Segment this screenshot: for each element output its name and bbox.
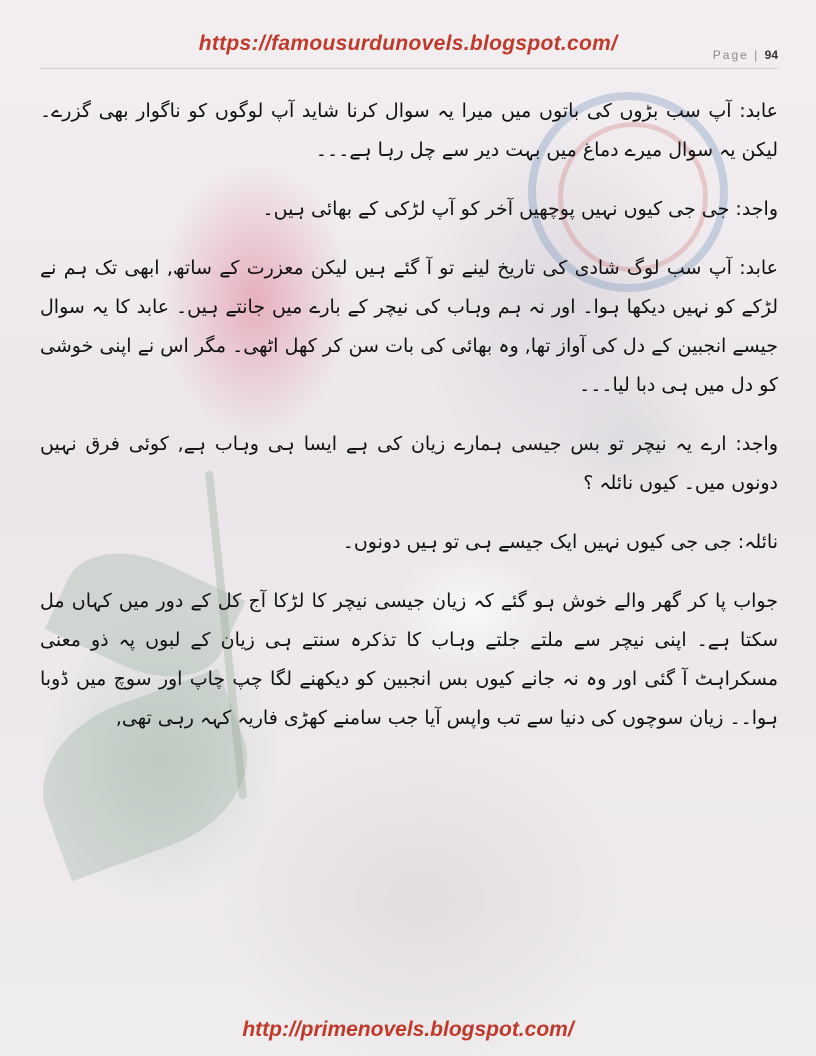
header-url-link[interactable]: https://famousurdunovels.blogspot.com/	[198, 32, 618, 55]
body-text	[40, 92, 778, 758]
header-divider	[40, 68, 778, 69]
paragraph: عابد: آپ سب لوگ شادی کی تاریخ لینے تو آ گئے ہیں لیکن معزرت کے ساتھ, ابھی تک ہم نے لڑکے کو نہیں دیکھا ہوا۔ اور نہ ہم وہاب کی نیچر کے بارے میں جانتے ہیں۔ عابد کا یہ سوال جیسے انجبین کے دل کی آواز تھا, وہ بھائی کی بات سن کر کھل اٹھی۔ مگر اس نے اپنی خوشی کو دل میں ہی دبا لیا۔۔۔	[40, 257, 778, 396]
page-number: Page | 94	[712, 48, 778, 62]
paragraph: نائلہ: جی جی کیوں نہیں ایک جیسے ہی تو ہیں دونوں۔	[342, 531, 778, 553]
footer-url-link[interactable]: http://primenovels.blogspot.com/	[242, 1018, 574, 1041]
paragraph: واجد: جی جی کیوں نہیں پوچھیں آخر کو آپ لڑکی کے بھائی ہیں۔	[262, 198, 778, 220]
paragraph: جواب پا کر گھر والے خوش ہو گئے کہ زیان جیسی نیچر کا لڑکا آج کل کے دور میں کہاں مل سکتا ہے۔ اپنی نیچر سے ملتے جلتے وہاب کا تذکرہ سنتے ہی زیان کے لبوں پہ ذو معنی مسکراہٹ آ گئی اور وہ نہ جانے کیوں بس انجبین کو دیکھنے لگا چپ چاپ اور سوچ میں ڈوبا ہوا۔۔ زیان سوچوں کی دنیا سے تب واپس آیا جب سامنے کھڑی فاریہ کہہ رہی تھی,	[40, 590, 778, 729]
paragraph: واجد: ارے یہ نیچر تو بس جیسی ہمارے زیان کی ہے ایسا ہی وہاب ہے, کوئی فرق نہیں دونوں میں۔ کیوں نائلہ ؟	[40, 433, 778, 494]
page-number-value: 94	[764, 48, 778, 62]
paragraph: عابد: آپ سب بڑوں کی باتوں میں میرا یہ سوال کرنا شاید آپ لوگوں کو ناگوار بھی گزرے۔ لیکن یہ سوال میرے دماغ میں بہت دیر سے چل رہا ہے۔۔۔	[40, 100, 778, 161]
page-label: Page	[712, 48, 749, 62]
